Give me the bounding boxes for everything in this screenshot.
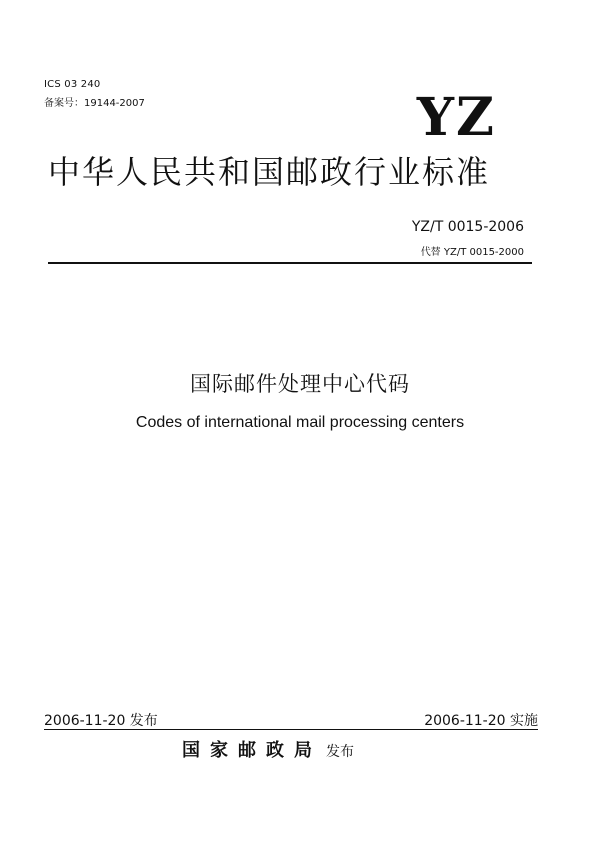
standard-category-title: 中华人民共和国邮政行业标准 <box>48 153 491 191</box>
yz-logo: YZ <box>416 87 496 148</box>
issuer-suffix: 发布 <box>326 744 354 760</box>
standard-number: YZ/T 0015-2006 <box>411 219 524 235</box>
issue-date: 2006-11-20 发布 <box>44 713 158 729</box>
filing-number: 备案号：19144-2007 <box>44 98 145 109</box>
header-divider <box>48 262 532 264</box>
issuer-line <box>182 736 354 762</box>
replaces-standard: 代替 YZ/T 0015-2000 <box>420 247 524 258</box>
ics-code: ICS 03 240 <box>44 79 101 90</box>
implementation-date: 2006-11-20 实施 <box>424 713 538 729</box>
issuer-organization: 国家邮政局 <box>182 740 322 761</box>
document-title-english: Codes of international mail processing centers <box>135 414 465 431</box>
footer-divider <box>44 729 538 730</box>
document-title-chinese: 国际邮件处理中心代码 <box>190 372 410 396</box>
